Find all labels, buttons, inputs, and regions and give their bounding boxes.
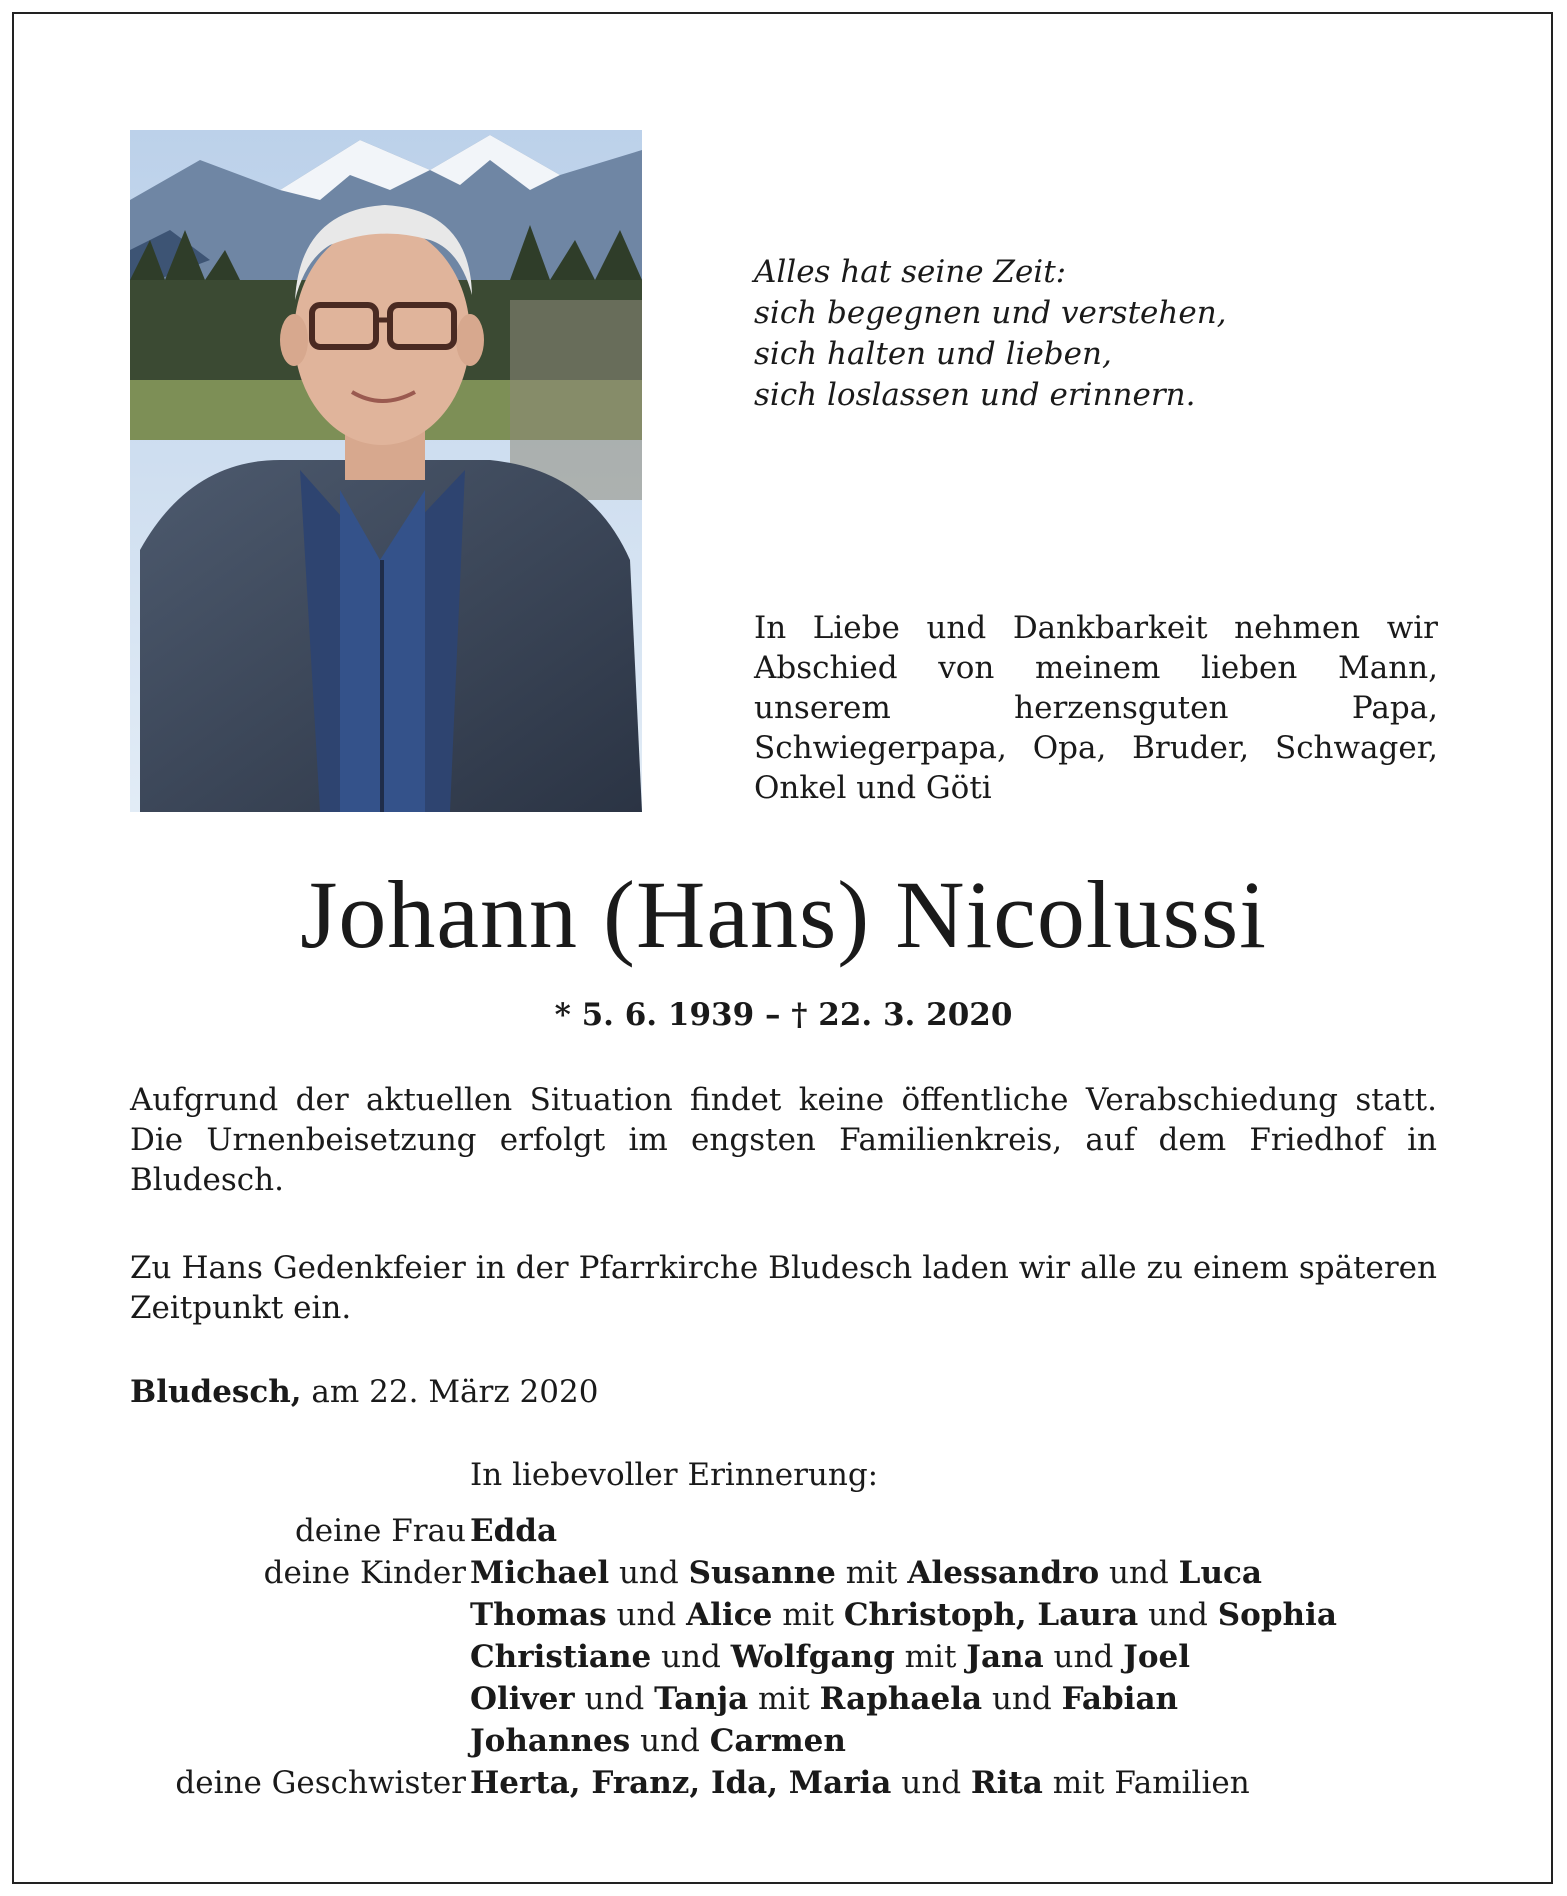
connector-mit: mit	[758, 1681, 810, 1717]
child-name: Oliver	[470, 1681, 575, 1717]
grandchild-name: Alessandro	[907, 1555, 1100, 1591]
family-label: deine Kinder	[263, 1555, 466, 1591]
portrait-photo	[130, 130, 642, 812]
place-and-date	[130, 1372, 598, 1412]
connector-und: und	[640, 1723, 700, 1759]
life-dates: * 5. 6. 1939 – † 22. 3. 2020	[554, 997, 1013, 1033]
child-name: Thomas	[470, 1597, 607, 1633]
family-names	[470, 1678, 1178, 1720]
closing-phrase: In liebevoller Erinnerung:	[470, 1457, 879, 1493]
memorial-notice-paragraph: Zu Hans Gedenkfeier in der Pfarrkirche Bludesch laden wir alle zu einem späteren Zeitpunkt ein.	[130, 1250, 1437, 1326]
family-label: deine Geschwister	[175, 1765, 466, 1801]
partner-name: Alice	[686, 1597, 773, 1633]
child-name: Michael	[470, 1555, 610, 1591]
quote-line: Alles hat seine Zeit:	[754, 254, 1067, 290]
family-names	[470, 1510, 557, 1552]
grandchild-name: Fabian	[1061, 1681, 1179, 1717]
family-row-children	[120, 1720, 1440, 1762]
family-names	[470, 1762, 1250, 1804]
family-row-wife	[120, 1510, 1440, 1552]
connector-und: und	[584, 1681, 645, 1717]
grandchild-name: Raphaela	[819, 1681, 983, 1717]
funeral-notice-paragraph: Aufgrund der aktuellen Situation findet keine öffentliche Verabschiedung statt. Die Urnenbeisetzung erfolgt im engsten Familienkreis, auf dem Friedhof in Bludesch.	[130, 1082, 1437, 1198]
sibling-names: Herta, Franz, Ida, Maria	[470, 1765, 892, 1801]
quote-line: sich halten und lieben,	[754, 336, 1112, 372]
connector-und: und	[616, 1597, 677, 1633]
grandchild-name: Sophia	[1217, 1597, 1337, 1633]
family-names	[470, 1720, 846, 1762]
family-label-empty	[120, 1678, 470, 1720]
notice-date: am 22. März 2020	[301, 1374, 599, 1410]
family-row-siblings	[120, 1762, 1440, 1804]
connector-mit: mit	[782, 1597, 834, 1633]
connector-und: und	[901, 1765, 962, 1801]
connector-und: und	[1148, 1597, 1208, 1633]
quote-line: sich begegnen und verstehen,	[754, 295, 1227, 331]
connector-und: und	[618, 1555, 679, 1591]
family-row-children	[120, 1678, 1440, 1720]
grandchild-name: Christoph, Laura	[843, 1597, 1139, 1633]
quote-line: sich loslassen und erinnern.	[754, 377, 1196, 413]
partner-name: Wolfgang	[730, 1639, 895, 1675]
family-list	[120, 1510, 1440, 1804]
wife-name: Edda	[470, 1513, 558, 1549]
family-label-empty	[120, 1720, 470, 1762]
family-row-children	[120, 1636, 1440, 1678]
connector-mit: mit	[904, 1639, 957, 1675]
deceased-name: Johann (Hans) Nicolussi	[300, 861, 1267, 968]
connector-mit: mit	[845, 1555, 898, 1591]
farewell-intro: In Liebe und Dankbarkeit nehmen wir Abschied von meinem lieben Mann, unserem herzensguten Papa, Schwiegerpapa, Opa, Bruder, Schwager, Onkel und Göti	[754, 610, 1438, 806]
grandchild-name: Jana	[966, 1639, 1044, 1675]
partner-name: Tanja	[654, 1681, 749, 1717]
family-names	[470, 1594, 1337, 1636]
partner-name: Susanne	[688, 1555, 836, 1591]
child-name: Johannes	[470, 1723, 631, 1759]
family-label-empty	[120, 1636, 470, 1678]
family-names	[470, 1636, 1190, 1678]
place-name: Bludesch,	[130, 1374, 302, 1410]
family-names	[470, 1552, 1262, 1594]
family-row-children	[120, 1594, 1440, 1636]
family-label-empty	[120, 1594, 470, 1636]
connector-mit-familien: mit Familien	[1052, 1765, 1250, 1801]
connector-und: und	[661, 1639, 721, 1675]
family-row-children	[120, 1552, 1440, 1594]
partner-name: Carmen	[709, 1723, 846, 1759]
child-name: Christiane	[470, 1639, 652, 1675]
grandchild-name: Joel	[1123, 1639, 1191, 1675]
connector-und: und	[1109, 1555, 1169, 1591]
grandchild-name: Luca	[1178, 1555, 1262, 1591]
family-label: deine Frau	[294, 1513, 466, 1549]
epigraph-quote	[754, 252, 1394, 416]
connector-und: und	[991, 1681, 1052, 1717]
sibling-name: Rita	[970, 1765, 1043, 1801]
connector-und: und	[1053, 1639, 1114, 1675]
